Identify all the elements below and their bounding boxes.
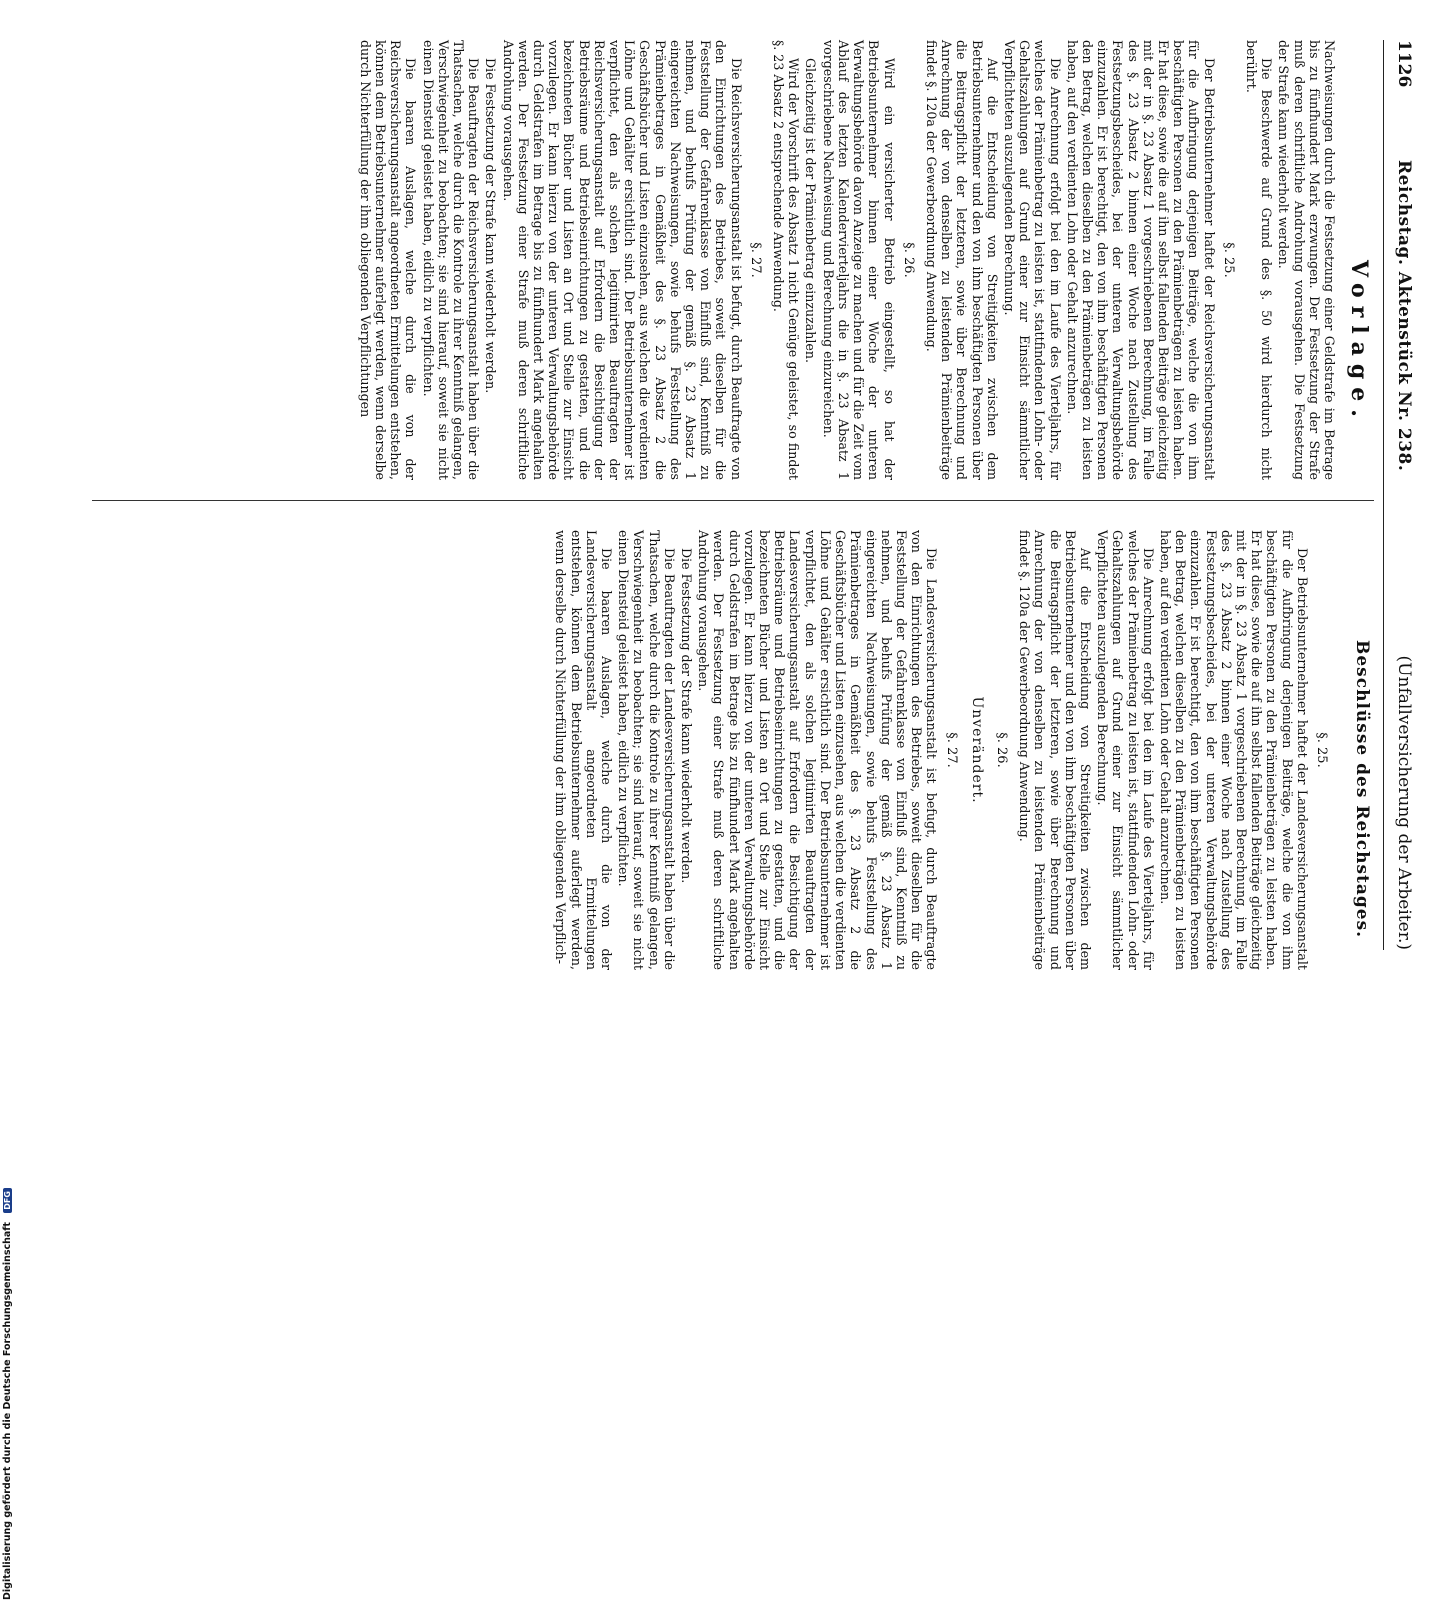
paragraph: Nachweisungen durch die Festsetzung einer Geldstrafe im Betrage bis zu fünfhundert Mark erzwungen. Der Festsetzung der Strafe muß deren schriftliche Androhung vorausgehen. Die Festsetzung der Strafe kann wiederholt werden. [1276, 40, 1337, 480]
header-rule [1383, 40, 1384, 950]
paragraph: Gleichzeitig ist der Prämienbetrag einzuzahlen. [803, 58, 819, 363]
left-column [356, 40, 1337, 480]
header-title: Reichstag. Aktenstück Nr. 238. [1394, 160, 1414, 472]
paragraph: Auf die Entscheidung von Streitigkeiten zwischen dem Betriebsunternehmer und den von ihm beschäftigten Personen über die Beitragspflicht der letzteren, sowie über Berechnung und Anrechnung der von denselben zu leistenden Prämienbeiträge findet §. 120a der Gewerbeordnung Anwendung. [1017, 530, 1093, 970]
funding-note [2, 1188, 13, 1600]
funding-text: Digitalisierung gefördert durch die Deutsche Forschungsgemeinschaft [2, 1222, 13, 1600]
column-divider [92, 500, 1374, 501]
paragraph: Die Festsetzung der Strafe kann wiederholt werden. [679, 548, 695, 884]
paragraph: Die Landesversicherungsanstalt ist befugt, durch Beauftragte von den Einrichtungen des Betriebes, soweit dieselben für die Feststellung der Gefahrenklasse von Einfluß sind, Kenntniß zu nehmen, und behufs Prüfung der gemäß §. 23 Absatz 1 eingereichten Nachweisungen, sowie behufs Feststellung des Prämienbetrages in Gemäßheit des §. 23 Absatz 2 die Geschäftsbücher und Listen einzusehen, aus welchen die verdienten Löhne und Gehälter ersichtlich sind. Der Betriebsunternehmer ist verpflichtet, den als solchen legitimirten Beauftragten der Landesversicherungsanstalt auf Erfordern die Besichtigung der Betriebsräume und Betriebseinrichtungen zu gestatten, und die bezeichneten Bücher und Listen an Ort und Stelle zur Einsicht vorzulegen. Er kann hierzu von der unteren Verwaltungsbehörde durch Geldstrafen im Betrage bis zu fünfhundert Mark angehalten werden. Der Festsetzung einer Strafe muß deren schriftliche Androhung vorausgehen. [696, 530, 940, 970]
paragraph: Die Festsetzung der Strafe kann wiederholt werden. [483, 58, 499, 394]
right-column-title: Beschlüsse des Reichstages. [1352, 640, 1372, 939]
paragraph: Die baaren Auslagen, welche durch die von der Landesversicherungsanstalt angeordneten Ermittelungen entstehen, können dem Betriebsunternehmer auferlegt werden, wenn derselbe durch Nichterfüllung der ihm obliegenden Verpflich- [553, 530, 615, 970]
section-heading: §. 25. [1314, 732, 1329, 768]
section-heading: §. 27. [943, 732, 959, 768]
paragraph: Die Beauftragten der Landesversicherungsanstalt haben über die Thatsachen, welche durch die Kontrole zu ihrer Kenntniß gelangen, Verschwiegenheit zu beobachten; sie sind hierauf, soweit sie nicht einen Diensteid geleistet haben, eidlich zu verpflichten. [616, 530, 677, 970]
section-heading: §. 27. [747, 242, 763, 278]
paragraph: Die Reichsversicherungsanstalt ist befugt, durch Beauftragte von den Einrichtungen des Betriebes, soweit dieselben für die Feststellung der Gefahrenklasse von Einfluß sind, Kenntniß zu nehmen, und behufs Prüfung der gemäß §. 23 Absatz 1 eingereichten Nachweisungen, sowie behufs Feststellung des Prämienbetrages in Gemäßheit des §. 23 Absatz 2 die Geschäftsbücher und Listen einzusehen, aus welchen die verdienten Löhne und Gehälter ersichtlich sind. Der Betriebsunternehmer ist verpflichtet, den als solchen legitimirten Beauftragten der Reichsversicherungsanstalt auf Erfordern die Besichtigung der Betriebsräume und Betriebseinrichtungen zu gestatten, und die bezeichneten Bücher und Listen an Ort und Stelle zur Einsicht vorzulegen. Er kann hierzu von der unteren Verwaltungsbehörde durch Geldstrafen im Betrage bis zu fünfhundert Mark angehalten werden. Der Festsetzung einer Strafe muß deren schriftliche Androhung vorausgehen. [500, 40, 744, 480]
funding-sidebar [0, 600, 18, 1600]
section-heading: §. 26. [993, 732, 1009, 768]
unchanged-note: Unverändert. [968, 696, 985, 804]
page-number: 1126 [1394, 40, 1414, 88]
paragraph: Der Betriebsunternehmer haftet der Landesversicherungsanstalt für die Aufbringung derjenigen Beiträge, welche die von ihm beschäftigten Personen zu den Prämienbeträgen zu leisten haben. Er hat diese, sowie die auf ihn selbst fallenden Beiträge gleichzeitig mit der in §. 23 Absatz 1 vorgeschriebenen Berechnung, im Falle des §. 23 Absatz 2 binnen einer Woche nach Zustellung des Festsetzungsbescheides, bei der unteren Verwaltungsbehörde einzuzahlen. Er ist berechtigt, den von ihm beschäftigten Personen den Betrag, welchen dieselben zu den Prämienbeträgen zu leisten haben, auf den verdienten Lohn oder Gehalt anzurechnen. [1157, 530, 1310, 970]
right-column [551, 530, 1337, 970]
paragraph: Auf die Entscheidung von Streitigkeiten zwischen dem Betriebsunternehmer und den von ihm beschäftigten Personen über die Beitragspflicht der letzteren, sowie über Berechnung und Anrechnung der von denselben zu leistenden Prämienbeiträge findet §. 120a der Gewerbeordnung Anwendung. [923, 40, 1000, 480]
dfg-logo: DFG [3, 1188, 12, 1213]
document-page [72, 0, 1432, 1000]
paragraph: Wird der Vorschrift des Absatz 1 nicht Genüge geleistet, so findet §. 23 Absatz 2 entsprechende Anwendung. [771, 40, 802, 480]
page-header [1386, 40, 1414, 950]
header-subject: (Unfallversicherung der Arbeiter.) [1394, 655, 1414, 950]
paragraph: Der Betriebsunternehmer haftet der Reichsversicherungsanstalt für die Aufbringung derjenigen Beiträge, welche die von ihm beschäftigten Personen zu den Prämienbeträgen zu leisten haben. Er hat diese, sowie die auf ihn selbst fallenden Beiträge gleichzeitig mit der in §. 23 Absatz 1 vorgeschriebenen Berechnung, im Falle des §. 23 Absatz 2 binnen einer Woche nach Zustellung des Festsetzungsbescheides, bei der unteren Verwaltungsbehörde einzuzahlen. Er ist berechtigt, den von ihm beschäftigten Personen den Betrag, welchen dieselben zu den Prämienbeträgen zu leisten haben, auf den verdienten Lohn oder Gehalt anzurechnen. [1064, 40, 1217, 480]
paragraph: Die Anrechnung erfolgt bei den im Laufe des Vierteljahrs, für welches der Prämienbetrag zu leisten ist, stattfindenden Lohn- oder Gehaltszahlungen auf Grund einer zur Einsicht sämmtlicher Verpflichteten auszulegenden Berechnung. [1001, 40, 1063, 480]
left-column-title: Vorlage. [1346, 260, 1372, 425]
paragraph: Die Beauftragten der Reichsversicherungsanstalt haben über die Thatsachen, welche durch die Kontrole zu ihrer Kenntniß gelangen, Verschwiegenheit zu beobachten; sie sind hierauf, soweit sie nicht einen Diensteid geleistet haben, eidlich zu verpflichten. [420, 40, 482, 480]
paragraph: Die baaren Auslagen, welche durch die von der Reichsversicherungsanstalt angeordneten Ermittelungen entstehen, können dem Betriebsunternehmer auferlegt werden, wenn derselbe durch Nichterfüllung der ihm obliegenden Verpflichtungen [357, 40, 419, 480]
section-heading: §. 25. [1220, 242, 1236, 278]
paragraph: Die Anrechnung erfolgt bei den im Laufe des Vierteljahrs, für welches der Prämienbetrag zu leisten ist, stattfindenden Lohn- oder Gehaltszahlungen auf Grund einer zur Einsicht sämmtlicher Verpflichteten auszulegenden Berechnung. [1095, 530, 1156, 970]
section-heading: §. 26. [900, 242, 916, 278]
paragraph: Die Beschwerde auf Grund des §. 50 wird hierdurch nicht berührt. [1243, 40, 1275, 480]
paragraph: Wird ein versicherter Betrieb eingestellt, so hat der Betriebsunternehmer binnen einer Woche der unteren Verwaltungsbehörde davon Anzeige zu machen und für die Zeit vom Ablauf des letzten Kalendervierteljahrs die in §. 23 Absatz 1 vorgeschriebene Nachweisung und Berechnung einzureichen. [820, 40, 897, 480]
